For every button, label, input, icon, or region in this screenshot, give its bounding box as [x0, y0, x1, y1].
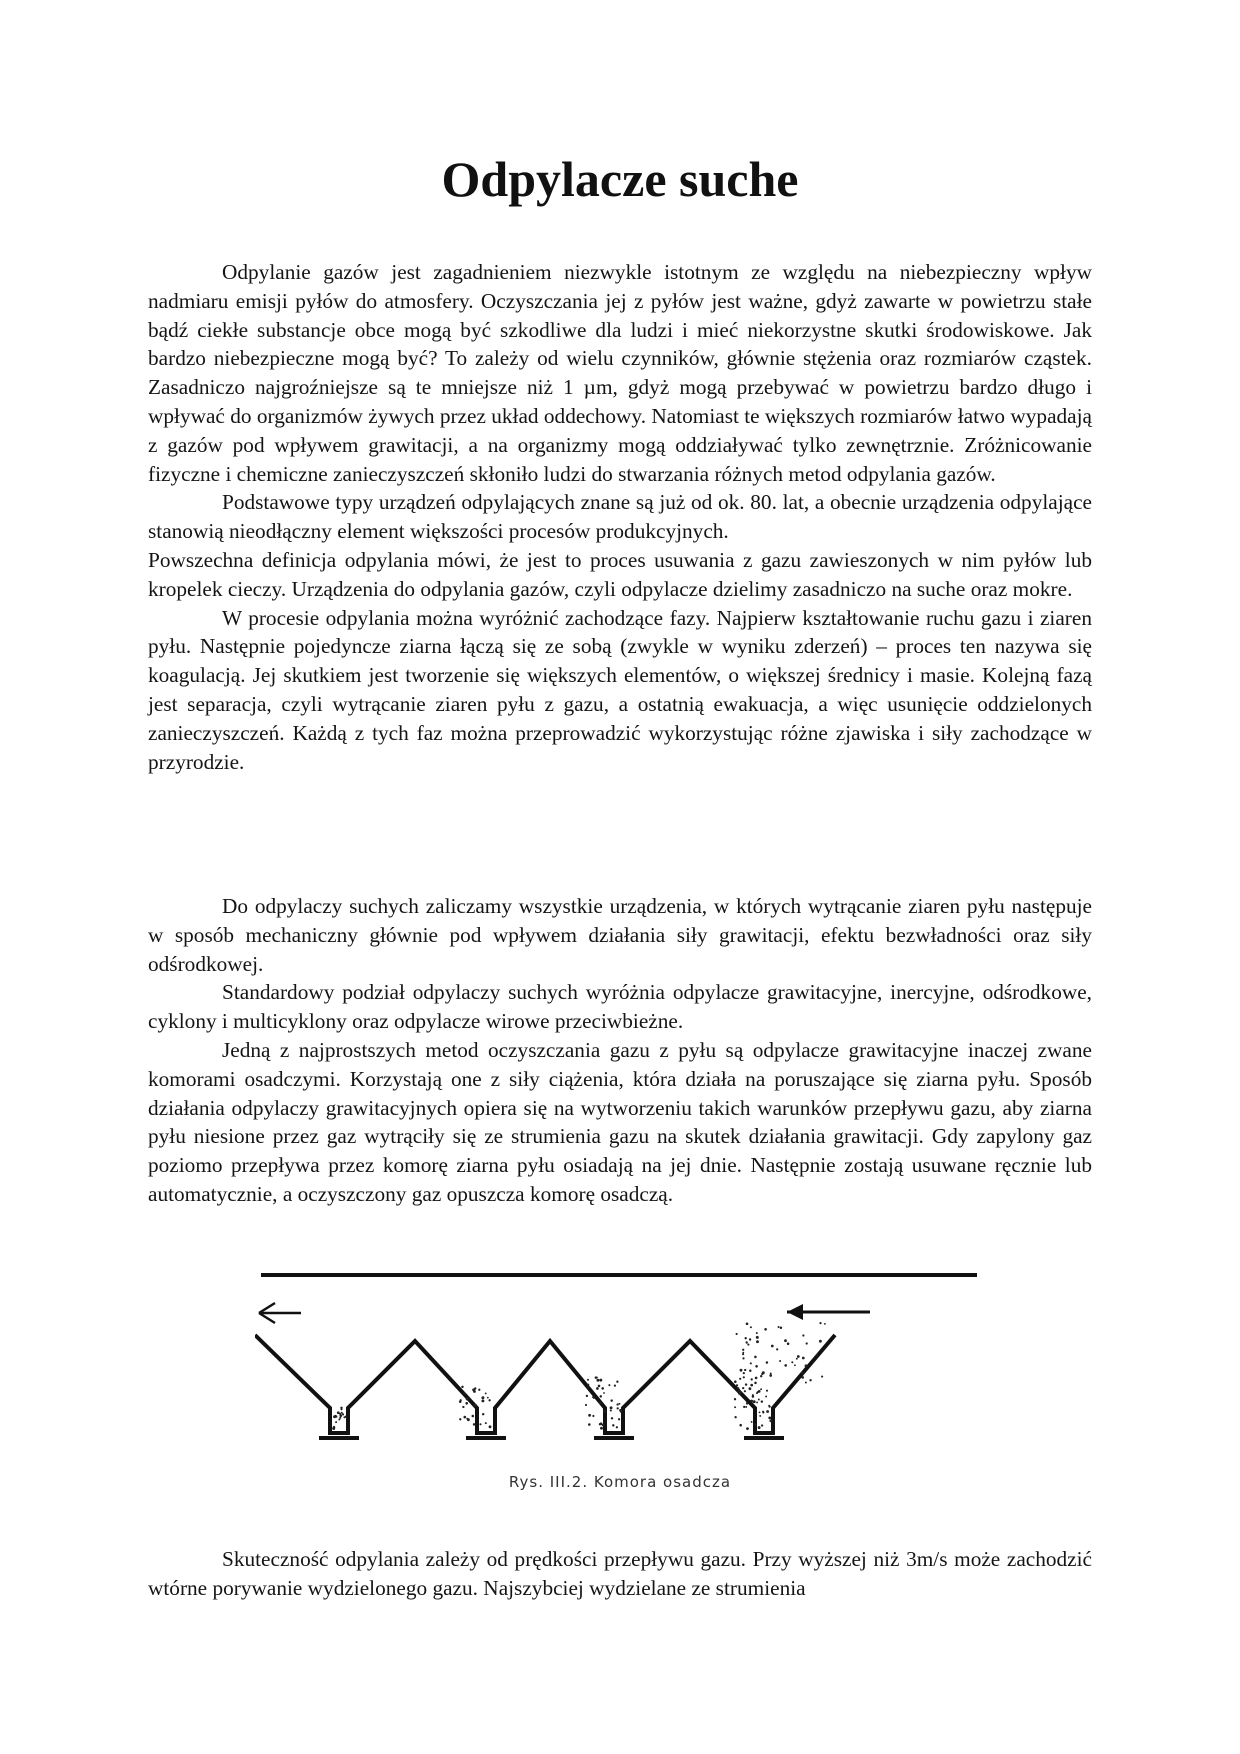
dust-particle	[342, 1413, 344, 1415]
dust-particle	[779, 1360, 781, 1362]
dust-particle	[587, 1384, 589, 1386]
dust-particle	[805, 1382, 807, 1384]
dust-particle	[459, 1401, 462, 1404]
dust-particle	[620, 1411, 622, 1413]
dust-particle	[466, 1398, 469, 1401]
dry-dust-collectors-section	[148, 892, 1092, 1209]
dust-particle	[610, 1409, 612, 1411]
dust-particle	[608, 1384, 610, 1386]
dust-particle	[769, 1420, 772, 1423]
dust-particle	[604, 1410, 606, 1412]
dust-particle	[619, 1403, 621, 1405]
dust-particle	[784, 1364, 787, 1367]
dust-particle	[787, 1342, 790, 1345]
paragraph: W procesie odpylania można wyróżnić zachodzące fazy. Najpierw kształtowanie ruchu gazu i ziaren pyłu. Następnie pojedyncze ziarna łączą się ze sobą (zwykle w wyniku zderzeń) – proces ten nazywa się koagulacją. Jej skutkiem jest tworzenie się większych elementów, o większej średnicy i masie. Kolejną fazą jest separacja, czyli wytrącanie ziaren pyłu z gazu, a ostatnią ewakuacja, a więc usunięcie oddzielonych zanieczyszczeń. Każdą z tych faz można przeprowadzić wykorzystując różne zjawiska i siły zachodzące w przyrodzie.	[148, 605, 1092, 774]
paragraph: Jedną z najprostszych metod oczyszczania gazu z pyłu są odpylacze grawitacyjne inaczej zwane komorami osadczymi. Korzystają one z siły ciążenia, która działa na poruszające się ziarna pyłu. Sposób działania odpylaczy grawitacyjnych opiera się na wytworzeniu takich warunków przepływu gazu, aby ziarna pyłu niesione przez gaz wytrąciły się ze strumienia gazu na skutek działania grawitacji. Gdy zapylony gaz poziomo przepływa przez komorę ziarna pyłu osiadają na jej dnie. Następnie zostają usuwane ręcznie lub automatycznie, a oczyszczony gaz opuszcza komorę osadczą.	[148, 1037, 1092, 1206]
dust-particle	[734, 1380, 737, 1383]
dust-particle	[760, 1388, 762, 1390]
dust-particle	[755, 1424, 757, 1426]
dust-particle	[611, 1417, 613, 1419]
dust-particle	[462, 1406, 464, 1408]
dust-particle	[478, 1389, 480, 1391]
dust-particle	[598, 1385, 601, 1388]
dust-particle	[616, 1381, 618, 1383]
dust-particle	[600, 1395, 602, 1397]
dust-particle	[616, 1403, 618, 1405]
dust-particle	[758, 1426, 761, 1429]
dust-particle	[754, 1382, 757, 1385]
dust-particle	[343, 1416, 345, 1418]
dust-particle	[599, 1423, 601, 1425]
dust-particle	[473, 1423, 476, 1426]
dust-particle	[745, 1383, 747, 1385]
dust-particle	[759, 1411, 761, 1413]
dust-particle	[588, 1423, 591, 1426]
dust-particle	[333, 1427, 335, 1429]
dust-particle	[339, 1417, 341, 1419]
dust-particle	[761, 1400, 763, 1402]
dust-particle	[485, 1422, 487, 1424]
dust-particle	[821, 1376, 823, 1378]
dust-particle	[765, 1396, 767, 1398]
paragraph: Skuteczność odpylania zależy od prędkości przepływu gazu. Przy wyższej niż 3m/s może zachodzić wtórne porywanie wydzielonego gazu. Najszybciej wydzielane ze strumienia	[148, 1547, 1092, 1600]
dust-particle	[736, 1384, 738, 1386]
dust-particle	[736, 1333, 738, 1335]
efficiency-section	[148, 1545, 1092, 1603]
dust-particle	[766, 1390, 768, 1392]
dust-particle	[794, 1364, 796, 1366]
dust-particle	[743, 1372, 745, 1374]
dust-particle	[586, 1395, 588, 1397]
dust-particle	[612, 1424, 614, 1426]
dust-particle	[753, 1400, 756, 1403]
dust-particle	[339, 1414, 342, 1417]
dust-particle	[739, 1391, 742, 1394]
dust-particle	[762, 1371, 765, 1374]
dust-particle	[806, 1342, 808, 1344]
dust-particle	[801, 1376, 804, 1379]
dust-particle	[768, 1416, 771, 1419]
dust-particle	[752, 1395, 754, 1397]
dust-particle	[750, 1400, 753, 1403]
dust-particle	[734, 1398, 736, 1400]
dust-particle	[465, 1402, 468, 1405]
dust-particle	[739, 1378, 741, 1380]
dust-particle	[742, 1357, 744, 1359]
dust-particle	[749, 1387, 752, 1390]
dust-particle	[766, 1361, 769, 1364]
dust-particle	[743, 1406, 745, 1408]
settling-chamber-diagram	[255, 1258, 985, 1478]
figure-caption: Rys. III.2. Komora osadcza	[508, 1473, 732, 1491]
dust-particle	[334, 1415, 336, 1417]
dust-particle	[819, 1340, 822, 1343]
dust-particle	[796, 1358, 798, 1360]
dust-particle	[599, 1379, 602, 1382]
dust-particle	[596, 1377, 598, 1379]
dust-particle	[461, 1386, 463, 1388]
dust-particle	[467, 1418, 470, 1421]
dust-particle	[751, 1421, 753, 1423]
dust-particle	[746, 1322, 749, 1325]
dust-particle	[746, 1402, 748, 1404]
dust-particle	[758, 1390, 761, 1393]
dust-particle	[769, 1374, 772, 1377]
paragraph: Podstawowe typy urządzeń odpylających znane są już od ok. 80. lat, a obecnie urządzenia odpylające stanowią nieodłączny element większości procesów produkcyjnych.	[148, 490, 1092, 544]
dust-particle	[596, 1379, 599, 1382]
dust-particle	[768, 1405, 770, 1407]
dust-particle	[489, 1425, 492, 1428]
paragraph: Standardowy podział odpylaczy suchych wyróżnia odpylacze grawitacyjne, inercyjne, odśrodkowe, cyklony i multicyklony oraz odpylacze wirowe przeciwbieżne.	[148, 980, 1092, 1034]
dust-particle	[473, 1404, 475, 1406]
dust-particle	[756, 1332, 758, 1334]
dust-particle	[618, 1418, 620, 1420]
dust-particle	[744, 1390, 746, 1392]
dust-particle	[749, 1338, 751, 1340]
dust-particle	[739, 1424, 742, 1427]
dust-particle	[463, 1392, 465, 1394]
dust-particle	[776, 1348, 778, 1350]
dust-particle	[479, 1423, 481, 1425]
dust-particle	[746, 1427, 749, 1430]
dust-particle	[742, 1387, 744, 1389]
dust-particle	[756, 1401, 758, 1403]
dust-particle	[610, 1406, 613, 1409]
dust-particle	[742, 1352, 744, 1354]
dust-particle	[750, 1326, 752, 1328]
dust-particle	[599, 1402, 602, 1405]
dust-particle	[338, 1419, 340, 1421]
dust-particle	[616, 1426, 618, 1428]
dust-particle	[780, 1326, 783, 1329]
dust-particle	[340, 1408, 342, 1410]
dust-particle	[802, 1357, 805, 1360]
dust-particle	[824, 1323, 826, 1325]
dust-particle	[802, 1334, 804, 1336]
chamber-hoppers	[255, 1335, 835, 1433]
dust-particle	[778, 1326, 780, 1328]
dust-particle	[764, 1328, 767, 1331]
dust-particle	[617, 1407, 619, 1409]
dust-particle	[738, 1389, 740, 1391]
dust-particle	[485, 1392, 487, 1394]
dust-particle	[459, 1418, 461, 1420]
dust-particle	[745, 1406, 747, 1408]
dust-particle	[587, 1379, 589, 1381]
dust-particle	[771, 1345, 774, 1348]
dust-particle	[592, 1415, 594, 1417]
dust-particle	[756, 1340, 759, 1343]
dust-particle	[734, 1406, 736, 1408]
dust-particle	[756, 1336, 759, 1339]
outlet-arrow-icon	[259, 1303, 301, 1323]
dust-particle	[744, 1369, 746, 1371]
dust-particle	[760, 1375, 762, 1377]
dust-particle	[758, 1399, 760, 1401]
dust-particle	[754, 1356, 757, 1359]
dust-particle	[743, 1376, 745, 1378]
dust-particle	[809, 1379, 811, 1381]
dust-particle	[601, 1387, 604, 1390]
dust-particle	[472, 1415, 475, 1418]
dust-particle	[751, 1378, 753, 1380]
dust-particle	[341, 1412, 343, 1414]
dust-particle	[762, 1411, 764, 1413]
dust-particle	[761, 1424, 763, 1426]
dust-particle	[755, 1365, 758, 1368]
dust-particle	[603, 1392, 605, 1394]
dust-particle	[749, 1370, 751, 1372]
dust-particle	[750, 1384, 753, 1387]
paragraph: Do odpylaczy suchych zaliczamy wszystkie urządzenia, w których wytrącanie ziaren pyłu następuje w sposób mechaniczny głównie pod wpływem działania siły grawitacji, efektu bezwładności oraz siły odśrodkowej.	[148, 894, 1092, 976]
dust-particle	[587, 1386, 589, 1388]
dust-particle	[742, 1349, 744, 1351]
dust-particle	[596, 1387, 599, 1390]
dust-particle	[819, 1322, 821, 1324]
dust-particle	[750, 1362, 752, 1364]
dust-particle	[740, 1369, 743, 1372]
dust-particle	[481, 1399, 484, 1402]
dust-particle	[784, 1339, 787, 1342]
page-title: Odpylacze suche	[441, 151, 799, 207]
dust-particle	[585, 1404, 587, 1406]
dust-particle	[473, 1390, 476, 1393]
dust-particle	[755, 1377, 758, 1380]
dust-particle	[592, 1396, 594, 1398]
dust-particle	[481, 1396, 484, 1399]
inlet-arrow-icon	[787, 1304, 870, 1320]
dust-particle	[812, 1361, 814, 1363]
dust-particle	[487, 1397, 489, 1399]
dust-particle	[600, 1427, 603, 1430]
dust-particle	[759, 1415, 761, 1417]
dust-particle	[610, 1399, 612, 1401]
dust-particle	[766, 1410, 769, 1413]
dust-particle	[335, 1421, 337, 1423]
dust-particle	[791, 1361, 793, 1363]
dust-particle	[734, 1416, 736, 1418]
dust-particle	[745, 1337, 747, 1339]
dust-particle	[797, 1355, 800, 1358]
dust-particle	[463, 1416, 466, 1419]
intro-section	[148, 258, 1092, 776]
dust-particle	[482, 1413, 484, 1415]
dust-particle	[816, 1354, 818, 1356]
paragraph: Odpylanie gazów jest zagadnieniem niezwykle istotnym ze względu na niebezpieczny wpływ nadmiaru emisji pyłów do atmosfery. Oczyszczania jej z pyłów jest ważne, gdyż zawarte w powietrzu stałe bądź ciekłe substancje obce mogą być szkodliwe dla ludzi i mieć niekorzystne skutki środowiskowe. Jak bardzo niebezpieczne mogą być? To zależy od wielu czynników, głównie stężenia oraz rozmiarów cząstek. Zasadniczo najgroźniejsze są te mniejsze niż 1 µm, gdyż mogą przebywać w powietrzu bardzo długo i wpływać do organizmów żywych przez układ oddechowy. Natomiast te większych rozmiarów łatwo wypadają z gazów pod wpływem grawitacji, a na organizmy mogą oddziaływać tylko zewnętrznie. Zróżnicowanie fizyczne i chemiczne zanieczyszczeń skłoniło ludzi do stwarzania różnych metod odpylania gazów.	[148, 260, 1092, 486]
dust-particle	[801, 1372, 804, 1375]
dust-particle	[746, 1341, 748, 1343]
dust-particle	[474, 1388, 476, 1390]
dust-particle	[747, 1344, 749, 1346]
paragraph: Powszechna definicja odpylania mówi, że jest to proces usuwania z gazu zawieszonych w nim pyłów lub kropelek cieczy. Urządzenia do odpylania gazów, czyli odpylacze dzielimy zasadniczo na suche oraz mokre.	[148, 547, 1092, 601]
dust-particle	[805, 1364, 808, 1367]
dust-particle	[588, 1414, 591, 1417]
dust-particle	[614, 1384, 616, 1386]
dust-particle	[488, 1399, 490, 1401]
